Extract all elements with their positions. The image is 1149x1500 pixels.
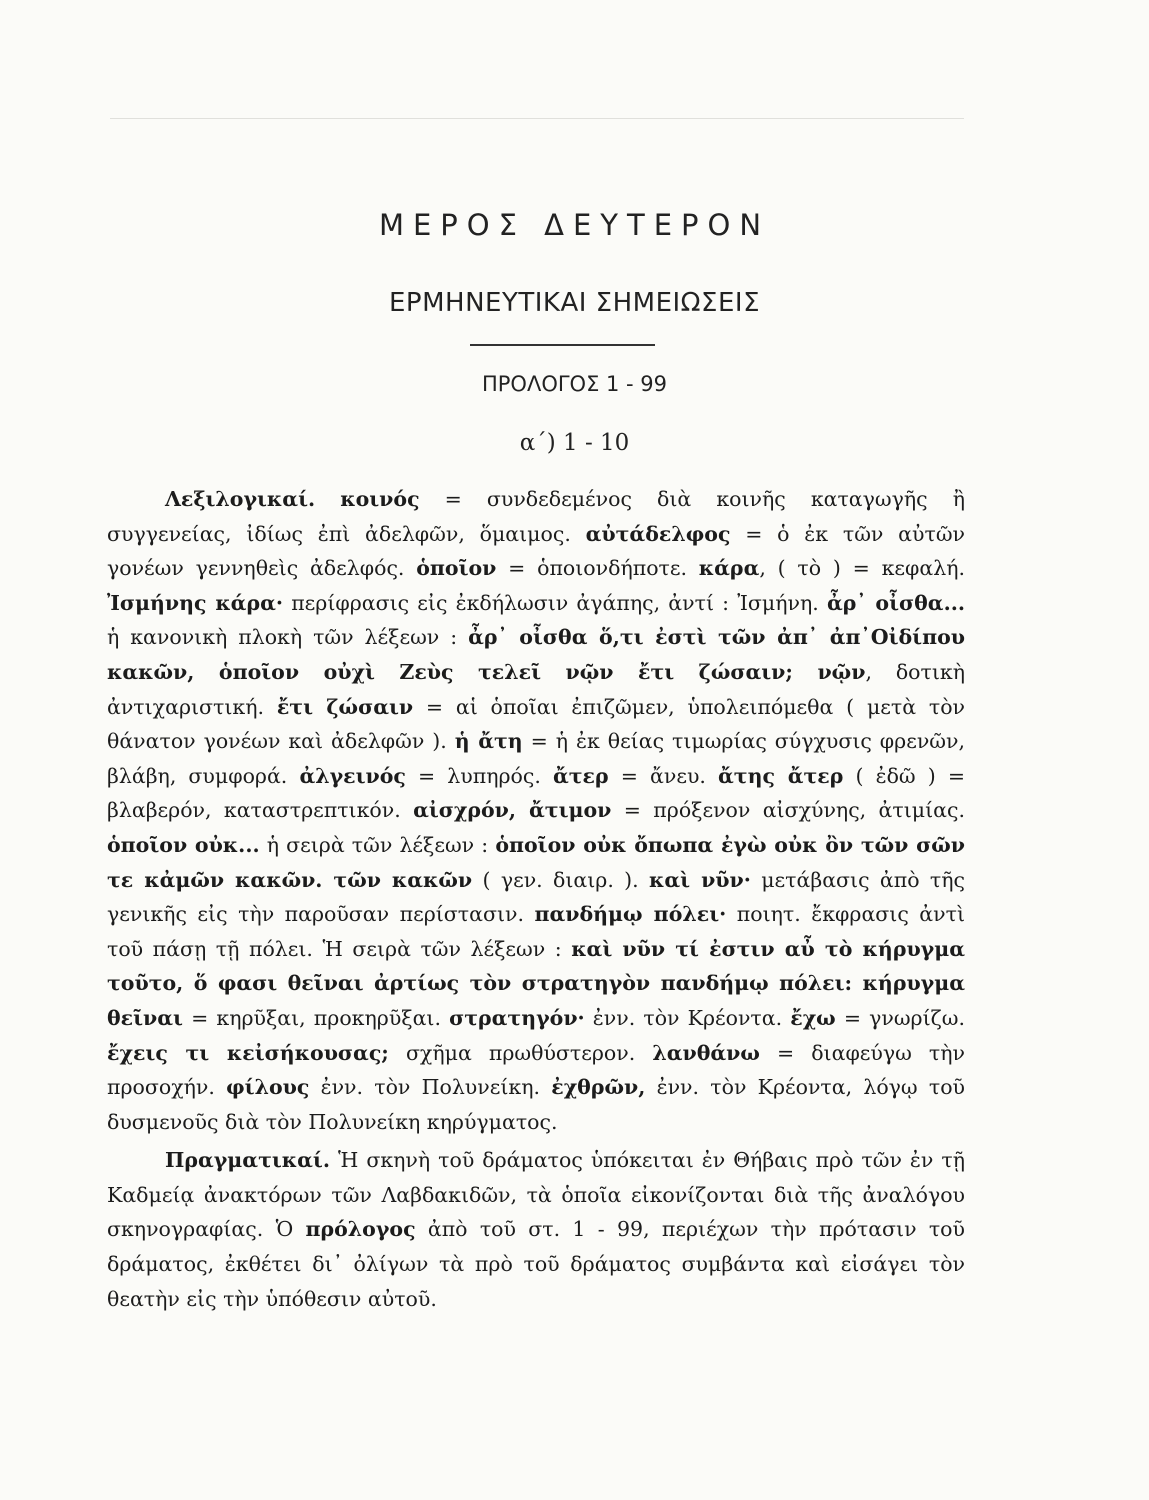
gloss: = διαφεύγω τὴν προσοχήν.	[107, 1040, 965, 1100]
gloss: = πρόξενον αἰσχύνης, ἀτιμίας.	[611, 798, 965, 823]
lemma: πανδήμῳ πόλει·	[534, 902, 727, 927]
factual-paragraph	[107, 1143, 965, 1316]
text-span	[315, 487, 340, 511]
gloss: = λυπηρός.	[405, 763, 553, 788]
gloss: ἐνν. τὸν Κρέοντα.	[584, 1005, 791, 1030]
gloss: , δοτικὴ ἀντιχαριστική.	[107, 659, 965, 719]
lemma: ἔτι ζώσαιν	[276, 694, 414, 719]
term: πρόλογος	[305, 1217, 416, 1242]
lemma: κοινός	[340, 487, 420, 511]
gloss: ἐνν. τὸν Κρέοντα, λόγῳ τοῦ δυσμενοῦς διὰ τὸν Πολυνείκη κηρύγματος.	[107, 1075, 966, 1134]
text-span: ἀπὸ τοῦ στ. 1 - 99, περιέχων τὴν πρότασιν τοῦ δράματος, ἐκθέτει δι᾽ ὀλίγων τὰ πρὸ τοῦ δράματος συμβάντα καὶ εἰσάγει τὸν θεατὴν εἰς τὴν ὑπόθεσιν αὐτοῦ.	[107, 1217, 965, 1311]
gloss: σχῆμα πρωθύστερον.	[388, 1040, 653, 1065]
gloss: = ὁ ἐκ τῶν αὐτῶν γονέων γεννηθεὶς ἀδελφός.	[107, 521, 966, 581]
lemma: ὁποῖον	[416, 556, 497, 581]
gloss: ( γεν. διαιρ. ).	[472, 867, 650, 892]
lemma: ἄτερ	[552, 763, 609, 788]
section-title: ΕΡΜΗΝΕΥΤΙΚΑΙ ΣΗΜΕΙΩΣΕΙΣ	[389, 288, 760, 318]
lemma: ὁποῖον οὐκ ὄπωπα ἐγὼ οὐκ ὂν τῶν σῶν τε κἀμῶν κακῶν. τῶν κακῶν	[107, 832, 966, 892]
lemma: ἆρ᾽ οἶσθα ὅ,τι ἐστὶ τῶν ἀπ᾽ ἀπ᾽Οἰδίπου κακῶν, ὁποῖον οὐχὶ Ζεὺς τελεῖ νῷν ἔτι ζώσαιν; νῷν	[107, 625, 965, 684]
lemma: ἆρ᾽ οἶσθα...	[826, 590, 965, 615]
lemma: ἔχω	[790, 1005, 836, 1030]
lemma: αὐτάδελφος	[585, 521, 731, 546]
lemma: ἄτης ἄτερ	[718, 763, 844, 788]
commentary-body	[107, 482, 965, 1316]
gloss: , ( τὸ ) = κεφαλή.	[759, 556, 965, 581]
gloss: ( ἐδῶ ) = βλαβερόν, καταστρεπτικόν.	[107, 763, 966, 823]
lemma: καὶ νῦν·	[649, 867, 751, 892]
prologue-title: ΠΡΟΛΟΓΟΣ 1 - 99	[481, 372, 668, 396]
lemma: στρατηγόν·	[449, 1005, 585, 1030]
lexical-paragraph	[107, 482, 965, 1139]
lemma: ἔχεις τι κεἰσήκουσας;	[107, 1040, 389, 1065]
gloss: ποιητ. ἔκφρασις ἀντὶ τοῦ πάσῃ τῇ πόλει. Ἡ σειρὰ τῶν λέξεων :	[107, 902, 965, 961]
lexical-heading: Λεξιλογικαί.	[165, 487, 316, 511]
subsection-title: α΄) 1 - 10	[519, 430, 630, 456]
lemma: ὁποῖον οὐκ...	[107, 832, 260, 857]
factual-heading: Πραγματικαί.	[165, 1148, 330, 1173]
lemma: ἡ ἄτη	[454, 729, 523, 754]
gloss: = συνδεδεμένος διὰ κοινῆς καταγωγῆς ἢ συγγενείας, ἰδίως ἐπὶ ἀδελφῶν, ὅμαιμος.	[107, 487, 965, 546]
gloss: ἐνν. τὸν Πολυνείκη.	[309, 1075, 552, 1100]
lemma: αἰσχρόν, ἄτιμον	[413, 798, 612, 823]
gloss: μετάβασις ἀπὸ τῆς γενικῆς εἰς τὴν παροῦσαν περίστασιν.	[107, 867, 965, 927]
lemma: φίλους	[226, 1075, 310, 1100]
bleed-through-rule	[110, 118, 964, 119]
gloss: = κηρῦξαι, προκηρῦξαι.	[182, 1005, 450, 1030]
gloss: περίφρασις εἰς ἐκδήλωσιν ἀγάπης, ἀντί : Ἰσμήνη.	[283, 590, 827, 615]
lemma: καὶ νῦν τί ἐστιν αὖ τὸ κήρυγμα τοῦτο, ὅ φασι θεῖναι ἀρτίως τὸν στρατηγὸν πανδήμῳ πόλει: κήρυγμα θεῖναι	[107, 936, 965, 1030]
gloss: = ὁποιονδήποτε.	[496, 556, 699, 581]
text-span: Ἡ σκηνὴ τοῦ δράματος ὑπόκειται ἐν Θήβαις πρὸ τῶν ἐν τῇ Καδμείᾳ ἀνακτόρων τῶν Λαβδακιδῶν, τὰ ὁποῖα εἰκονίζονται διὰ τῆς ἀναλόγου σκηνογραφίας. Ὁ	[107, 1148, 965, 1242]
lemma: κάρα	[698, 556, 760, 581]
gloss: = ἡ ἐκ θείας τιμωρίας σύγχυσις φρενῶν, βλάβη, συμφορά.	[107, 729, 965, 788]
lemma: λανθάνω	[652, 1040, 760, 1065]
lemma: ἀλγεινός	[299, 763, 406, 788]
lemma: ἐχθρῶν,	[551, 1075, 646, 1100]
gloss: ἡ κανονικὴ πλοκὴ τῶν λέξεων :	[107, 625, 469, 650]
lemma: Ἰσμήνης κάρα·	[107, 590, 284, 615]
gloss: = γνωρίζω.	[835, 1005, 965, 1030]
gloss: = ἄνευ.	[608, 763, 719, 788]
gloss: = αἱ ὁποῖαι ἐπιζῶμεν, ὑπολειπόμεθα ( μετὰ τὸν θάνατον γονέων καὶ ἀδελφῶν ).	[107, 694, 966, 754]
gloss: ἡ σειρὰ τῶν λέξεων :	[259, 832, 496, 857]
part-title: ΜΕΡΟΣ ΔΕΥΤΕΡΟΝ	[378, 208, 771, 242]
section-divider	[470, 344, 655, 346]
